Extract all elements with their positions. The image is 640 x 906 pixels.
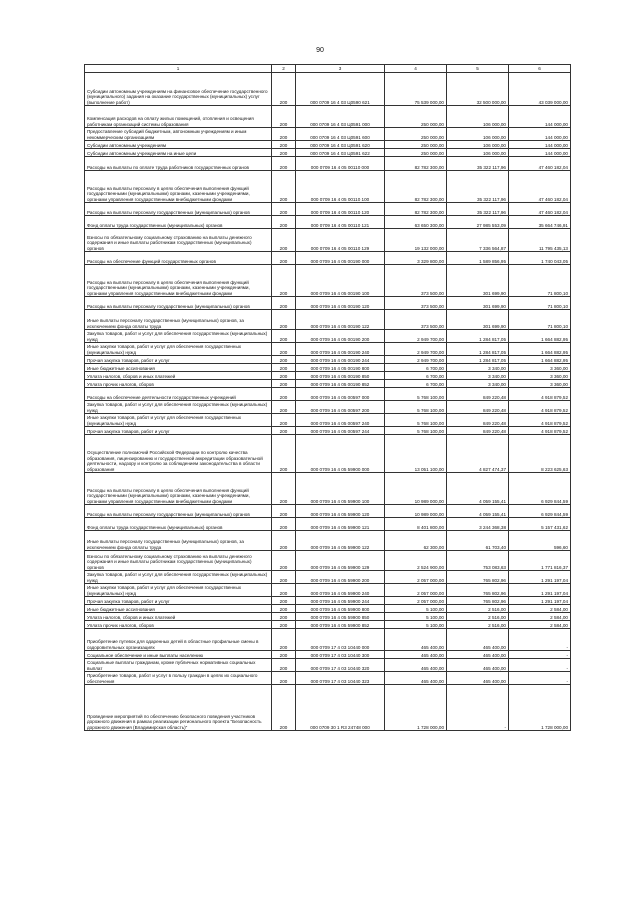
approved-amount: 6 700,00 [385,364,447,372]
unexecuted-amount: 35 664 746,91 [509,216,571,229]
unexecuted-amount: 2 584,00 [509,605,571,613]
line-item-name: Расходы на выплаты персоналу государственных (муниципальных) органов [85,505,272,518]
unexecuted-amount: 2 584,00 [509,621,571,629]
line-code-cell: 200 [272,427,296,435]
line-code-cell: 200 [272,128,296,141]
executed-amount: 765 802,96 [447,597,509,605]
unexecuted-amount: 144 000,00 [509,149,571,157]
approved-amount: 63 650 300,00 [385,216,447,229]
budget-classification-code: 000 0709 30 1 R3 24748 000 [296,685,385,731]
budget-classification-code: 000 0709 16 4 05 00110 129 [296,229,385,252]
table-row [85,672,571,685]
approved-amount: 250 000,00 [385,141,447,149]
budget-classification-code: 000 0709 16 4 05 59900 200 [296,571,385,584]
budget-classification-code: 000 0709 16 4 05 00190 100 [296,265,385,297]
unexecuted-amount: 144 000,00 [509,106,571,128]
executed-amount: 849 220,48 [447,401,509,414]
budget-classification-code: 000 0709 16 4 05 00110 100 [296,171,385,203]
table-row [85,401,571,414]
line-item-name: Расходы на выплаты персоналу в целях обеспечения выполнения функций государственными (муниципальными) органами, казенными учреждениями, органами управления государственными внебюджетными фондами [85,473,272,505]
executed-amount: 849 220,48 [447,414,509,427]
line-item-name: Фонд оплаты труда государственных (муниципальных) органов [85,518,272,531]
line-code-cell: 200 [272,252,296,265]
table-row [85,629,571,651]
budget-classification-code: 000 0709 16 4 05 00110 120 [296,203,385,216]
line-code-cell: 200 [272,414,296,427]
unexecuted-amount: - [509,672,571,685]
line-item-name: Расходы на выплаты по оплате труда работников государственных органов [85,157,272,171]
executed-amount: 849 220,48 [447,388,509,401]
budget-classification-code: 000 0709 16 4 03 Ц0590 621 [296,73,385,106]
approved-amount: 62 300,00 [385,531,447,551]
budget-classification-code: 000 0709 16 4 05 00190 244 [296,356,385,364]
unexecuted-amount: 47 460 182,04 [509,157,571,171]
approved-amount: 5 100,00 [385,613,447,621]
unexecuted-amount: 71 800,10 [509,265,571,297]
budget-classification-code: 000 0709 17 4 03 10440 300 [296,651,385,659]
table-row [85,364,571,372]
line-code-cell: 200 [272,356,296,364]
line-item-name: Взносы по обязательному социальному страхованию на выплаты денежного содержания и иные выплаты работникам государственных (муниципальных) органов [85,551,272,571]
table-row [85,388,571,401]
executed-amount: 106 000,00 [447,106,509,128]
unexecuted-amount: 1 740 043,05 [509,252,571,265]
line-item-name: Осуществление полномочий Российской Федерации по контролю качества образования, лицензированию и государственной аккредитации образовательной деятельности, надзору и контролю за соблюдением законодательства в области образования [85,435,272,473]
executed-amount: 849 220,48 [447,427,509,435]
executed-amount: 106 000,00 [447,141,509,149]
approved-amount: 373 500,00 [385,265,447,297]
budget-classification-code: 000 0709 16 4 05 59900 100 [296,473,385,505]
table-row [85,518,571,531]
executed-amount: 4 059 155,41 [447,505,509,518]
table-row [85,297,571,310]
unexecuted-amount: 4 918 879,52 [509,401,571,414]
line-item-name: Уплата налогов, сборов и иных платежей [85,613,272,621]
budget-classification-code: 000 0709 16 4 05 00190 240 [296,343,385,356]
line-code-cell: 200 [272,372,296,380]
budget-classification-code: 000 0709 16 4 05 00597 244 [296,427,385,435]
line-code-cell: 200 [272,229,296,252]
table-body [85,73,571,731]
line-code-cell: 200 [272,584,296,597]
header-cell: 1 [85,65,272,73]
line-item-name: Иные закупки товаров, работ и услуг для обеспечения государственных (муниципальных) нужд [85,414,272,427]
unexecuted-amount: 4 918 879,52 [509,414,571,427]
table-row [85,252,571,265]
line-item-name: Предоставление субсидий бюджетным, автономным учреждениям и иным некоммерческим организациям [85,128,272,141]
line-item-name: Иные закупки товаров, работ и услуг для обеспечения государственных (муниципальных) нужд [85,343,272,356]
line-item-name: Закупка товаров, работ и услуг для обеспечения государственных (муниципальных) нужд [85,401,272,414]
budget-classification-code: 000 0709 16 4 05 59900 000 [296,435,385,473]
approved-amount: 75 539 000,00 [385,73,447,106]
budget-classification-code: 000 0709 16 4 05 59900 850 [296,613,385,621]
approved-amount: 465 400,00 [385,629,447,651]
unexecuted-amount: 4 918 879,52 [509,427,571,435]
budget-classification-code: 000 0709 17 4 03 10440 000 [296,629,385,651]
executed-amount: 765 802,96 [447,571,509,584]
page-number: 90 [316,47,324,54]
executed-amount: 1 284 817,05 [447,343,509,356]
budget-classification-code: 000 0709 16 4 05 00110 121 [296,216,385,229]
line-item-name: Расходы на обеспечение функций государственных органов [85,252,272,265]
line-code-cell: 200 [272,203,296,216]
line-code-cell: 200 [272,672,296,685]
executed-amount: 3 340,00 [447,372,509,380]
executed-amount: 3 244 368,38 [447,518,509,531]
line-item-name: Расходы на обеспечение деятельности государственных учреждений [85,388,272,401]
line-item-name: Уплата налогов, сборов и иных платежей [85,372,272,380]
line-code-cell: 200 [272,597,296,605]
budget-table [84,64,571,731]
table-row [85,343,571,356]
table-row [85,149,571,157]
executed-amount: 106 000,00 [447,128,509,141]
approved-amount: 6 700,00 [385,372,447,380]
executed-amount: 2 516,00 [447,613,509,621]
line-code-cell: 200 [272,310,296,330]
approved-amount: 5 768 100,00 [385,401,447,414]
unexecuted-amount: 3 360,00 [509,380,571,388]
unexecuted-amount: 2 584,00 [509,613,571,621]
budget-classification-code: 000 0709 16 4 05 59900 120 [296,505,385,518]
unexecuted-amount: - [509,629,571,651]
line-code-cell: 200 [272,380,296,388]
executed-amount: 465 400,00 [447,659,509,672]
line-item-name: Приобретение путевок для одаренных детей в областные профильные смены в оздоровительных организациях [85,629,272,651]
line-code-cell: 200 [272,343,296,356]
budget-classification-code: 000 0709 16 4 05 00190 850 [296,372,385,380]
executed-amount: 7 336 564,87 [447,229,509,252]
line-code-cell: 200 [272,613,296,621]
table-row [85,330,571,343]
budget-classification-code: 000 0709 16 4 05 00597 200 [296,401,385,414]
budget-classification-code: 000 0709 17 4 03 10440 320 [296,659,385,672]
table-row [85,651,571,659]
table-row [85,380,571,388]
table-row [85,356,571,364]
approved-amount: 5 768 100,00 [385,427,447,435]
executed-amount: 35 322 117,96 [447,157,509,171]
line-code-cell: 200 [272,571,296,584]
line-item-name: Расходы на выплаты персоналу государственных (муниципальных) органов [85,203,272,216]
budget-classification-code: 000 0709 16 4 05 59900 852 [296,621,385,629]
approved-amount: 5 100,00 [385,605,447,613]
unexecuted-amount: 6 929 844,59 [509,505,571,518]
line-code-cell: 200 [272,531,296,551]
executed-amount: 35 322 117,96 [447,171,509,203]
approved-amount: 5 768 100,00 [385,414,447,427]
approved-amount: 2 949 700,00 [385,343,447,356]
unexecuted-amount: 6 929 844,59 [509,473,571,505]
approved-amount: 2 524 900,00 [385,551,447,571]
table-row [85,551,571,571]
approved-amount: 3 329 800,00 [385,252,447,265]
table-row [85,106,571,128]
budget-classification-code: 000 0709 16 4 03 Ц0591 000 [296,106,385,128]
table-row [85,265,571,297]
line-item-name: Субсидии автономным учреждениям на иные цели [85,149,272,157]
executed-amount: 465 400,00 [447,651,509,659]
unexecuted-amount: 47 460 182,04 [509,171,571,203]
line-item-name: Субсидии автономным учреждениям [85,141,272,149]
header-cell: 3 [296,65,385,73]
line-item-name: Субсидии автономным учреждениям на финансовое обеспечение государственного (муниципального) задания на оказание государственных (муниципальных) услуг (выполнение работ) [85,73,272,106]
line-code-cell: 200 [272,659,296,672]
table-row [85,216,571,229]
unexecuted-amount: - [509,651,571,659]
approved-amount: 465 400,00 [385,672,447,685]
unexecuted-amount: 144 000,00 [509,141,571,149]
budget-classification-code: 000 0709 16 4 03 Ц0591 600 [296,128,385,141]
approved-amount: 373 500,00 [385,297,447,310]
executed-amount: 4 059 155,41 [447,473,509,505]
approved-amount: 465 400,00 [385,651,447,659]
unexecuted-amount: 1 664 882,95 [509,330,571,343]
executed-amount: 465 400,00 [447,629,509,651]
line-item-name: Компенсация расходов на оплату жилых помещений, отопления и освещения работникам организаций системы образования [85,106,272,128]
table-row [85,171,571,203]
executed-amount: 35 322 117,96 [447,203,509,216]
table-row [85,605,571,613]
line-code-cell: 200 [272,149,296,157]
approved-amount: 5 100,00 [385,621,447,629]
table-row [85,229,571,252]
executed-amount: 1 284 817,05 [447,356,509,364]
executed-amount: 301 699,90 [447,297,509,310]
unexecuted-amount: 3 360,00 [509,364,571,372]
unexecuted-amount: 71 800,10 [509,310,571,330]
budget-classification-code: 000 0709 16 4 05 00190 000 [296,252,385,265]
approved-amount: 10 989 000,00 [385,473,447,505]
table-header-row [85,65,571,73]
header-cell: 4 [385,65,447,73]
line-item-name: Прочая закупка товаров, работ и услуг [85,597,272,605]
unexecuted-amount: 8 223 625,63 [509,435,571,473]
line-code-cell: 200 [272,629,296,651]
line-code-cell: 200 [272,297,296,310]
approved-amount: 82 782 300,00 [385,171,447,203]
approved-amount: 6 700,00 [385,380,447,388]
table-row [85,141,571,149]
budget-classification-code: 000 0709 16 4 05 00190 200 [296,330,385,343]
executed-amount: 465 400,00 [447,672,509,685]
header-cell: 2 [272,65,296,73]
executed-amount: 301 699,90 [447,310,509,330]
budget-classification-code: 000 0709 16 4 05 00190 800 [296,364,385,372]
executed-amount: - [447,685,509,731]
table-row [85,435,571,473]
line-item-name: Расходы на выплаты персоналу государственных (муниципальных) органов [85,297,272,310]
line-item-name: Иные выплаты персоналу государственных (муниципальных) органов, за исключением фонда оплаты труда [85,531,272,551]
unexecuted-amount: 1 664 882,95 [509,356,571,364]
unexecuted-amount: 47 460 182,04 [509,203,571,216]
approved-amount: 8 401 800,00 [385,518,447,531]
line-code-cell: 200 [272,621,296,629]
line-item-name: Иные бюджетные ассигнования [85,605,272,613]
budget-classification-code: 000 0709 16 4 05 00597 240 [296,414,385,427]
approved-amount: 2 949 700,00 [385,356,447,364]
unexecuted-amount: 144 000,00 [509,128,571,141]
approved-amount: 2 949 700,00 [385,330,447,343]
budget-classification-code: 000 0709 16 4 05 59900 121 [296,518,385,531]
approved-amount: 82 782 300,00 [385,157,447,171]
line-code-cell: 200 [272,473,296,505]
table-row [85,310,571,330]
executed-amount: 753 083,63 [447,551,509,571]
executed-amount: 2 516,00 [447,621,509,629]
unexecuted-amount: - [509,659,571,672]
unexecuted-amount: 1 771 816,37 [509,551,571,571]
line-code-cell: 200 [272,364,296,372]
line-item-name: Расходы на выплаты персоналу в целях обеспечения выполнения функций государственными (муниципальными) органами, казенными учреждениями, органами управления государственными внебюджетными фондами [85,265,272,297]
approved-amount: 2 057 000,00 [385,597,447,605]
line-code-cell: 200 [272,401,296,414]
budget-classification-code: 000 0709 16 4 05 00190 122 [296,310,385,330]
budget-classification-code: 000 0709 16 4 03 Ц0591 620 [296,141,385,149]
line-item-name: Иные бюджетные ассигнования [85,364,272,372]
table-row [85,427,571,435]
budget-classification-code: 000 0709 16 4 03 Ц0591 622 [296,149,385,157]
approved-amount: 465 400,00 [385,659,447,672]
executed-amount: 1 589 856,95 [447,252,509,265]
unexecuted-amount: 11 795 435,13 [509,229,571,252]
line-code-cell: 200 [272,171,296,203]
approved-amount: 82 782 300,00 [385,203,447,216]
line-code-cell: 200 [272,265,296,297]
budget-classification-code: 000 0709 16 4 05 00597 000 [296,388,385,401]
line-code-cell: 200 [272,651,296,659]
unexecuted-amount: 1 291 197,04 [509,584,571,597]
table-row [85,128,571,141]
line-item-name: Социальное обеспечение и иные выплаты населению [85,651,272,659]
approved-amount: 10 989 000,00 [385,505,447,518]
table-row [85,203,571,216]
executed-amount: 301 699,90 [447,265,509,297]
line-item-name: Прочая закупка товаров, работ и услуг [85,427,272,435]
approved-amount: 1 728 000,00 [385,685,447,731]
executed-amount: 1 284 817,05 [447,330,509,343]
unexecuted-amount: 1 291 197,04 [509,571,571,584]
table-row [85,505,571,518]
approved-amount: 373 500,00 [385,310,447,330]
table-row [85,597,571,605]
approved-amount: 13 051 100,00 [385,435,447,473]
table-row [85,571,571,584]
approved-amount: 2 057 000,00 [385,584,447,597]
approved-amount: 19 132 000,00 [385,229,447,252]
line-item-name: Иные закупки товаров, работ и услуг для обеспечения государственных (муниципальных) нужд [85,584,272,597]
line-code-cell: 200 [272,106,296,128]
budget-classification-code: 000 0709 16 4 05 59900 800 [296,605,385,613]
unexecuted-amount: 71 800,10 [509,297,571,310]
unexecuted-amount: 1 664 882,95 [509,343,571,356]
executed-amount: 3 340,00 [447,364,509,372]
approved-amount: 2 057 000,00 [385,571,447,584]
unexecuted-amount: 1 291 197,04 [509,597,571,605]
budget-classification-code: 000 0709 16 4 05 59900 129 [296,551,385,571]
approved-amount: 250 000,00 [385,149,447,157]
table-row [85,659,571,672]
budget-classification-code: 000 0709 16 4 05 00110 000 [296,157,385,171]
table-row [85,473,571,505]
line-code-cell: 200 [272,605,296,613]
table-row [85,372,571,380]
line-code-cell: 200 [272,518,296,531]
line-item-name: Закупка товаров, работ и услуг для обеспечения государственных (муниципальных) нужд [85,571,272,584]
line-item-name: Взносы по обязательному социальному страхованию на выплаты денежного содержания и иные выплаты работникам государственных (муниципальных) органов [85,229,272,252]
line-code-cell: 200 [272,330,296,343]
line-item-name: Закупка товаров, работ и услуг для обеспечения государственных (муниципальных) нужд [85,330,272,343]
line-item-name: Социальные выплаты гражданам, кроме публичных нормативных социальных выплат [85,659,272,672]
unexecuted-amount: 1 728 000,00 [509,685,571,731]
executed-amount: 2 516,00 [447,605,509,613]
executed-amount: 27 985 553,09 [447,216,509,229]
line-code-cell: 200 [272,73,296,106]
executed-amount: 3 340,00 [447,380,509,388]
line-code-cell: 200 [272,551,296,571]
table-row [85,621,571,629]
budget-classification-code: 000 0709 17 4 03 10440 323 [296,672,385,685]
line-code-cell: 200 [272,685,296,731]
line-item-name: Уплата прочих налогов, сборов [85,380,272,388]
table-row [85,584,571,597]
executed-amount: 106 000,00 [447,149,509,157]
line-item-name: Иные выплаты персоналу государственных (муниципальных) органов, за исключением фонда оплаты труда [85,310,272,330]
unexecuted-amount: 43 039 000,00 [509,73,571,106]
table-row [85,685,571,731]
table-row [85,157,571,171]
line-item-name: Приобретение товаров, работ и услуг в пользу граждан в целях их социального обеспечения [85,672,272,685]
line-code-cell: 200 [272,157,296,171]
unexecuted-amount: 4 918 879,52 [509,388,571,401]
approved-amount: 250 000,00 [385,106,447,128]
approved-amount: 5 768 100,00 [385,388,447,401]
executed-amount: 4 827 474,37 [447,435,509,473]
line-item-name: Прочая закупка товаров, работ и услуг [85,356,272,364]
executed-amount: 32 500 000,00 [447,73,509,106]
line-item-name: Фонд оплаты труда государственных (муниципальных) органов [85,216,272,229]
line-item-name: Уплата прочих налогов, сборов [85,621,272,629]
budget-classification-code: 000 0709 16 4 05 59900 244 [296,597,385,605]
executed-amount: 61 703,40 [447,531,509,551]
table-row [85,531,571,551]
budget-classification-code: 000 0709 16 4 05 00190 852 [296,380,385,388]
table-row [85,414,571,427]
line-item-name: Проведение мероприятий по обеспечению безопасного поведения участников дорожного движения в рамках реализации регионального проекта "Безопасность дорожного движения (Владимирская область)" [85,685,272,731]
header-cell: 6 [509,65,571,73]
header-cell: 5 [447,65,509,73]
budget-classification-code: 000 0709 16 4 05 59900 240 [296,584,385,597]
line-code-cell: 200 [272,388,296,401]
approved-amount: 250 000,00 [385,128,447,141]
budget-classification-code: 000 0709 16 4 05 00190 120 [296,297,385,310]
line-code-cell: 200 [272,505,296,518]
executed-amount: 765 802,96 [447,584,509,597]
line-code-cell: 200 [272,216,296,229]
line-code-cell: 200 [272,435,296,473]
table-row [85,73,571,106]
unexecuted-amount: 5 157 431,62 [509,518,571,531]
table-row [85,613,571,621]
line-item-name: Расходы на выплаты персоналу в целях обеспечения выполнения функций государственными (муниципальными) органами, казенными учреждениями, органами управления государственными внебюджетными фондами [85,171,272,203]
line-code-cell: 200 [272,141,296,149]
budget-classification-code: 000 0709 16 4 05 59900 122 [296,531,385,551]
unexecuted-amount: 3 360,00 [509,372,571,380]
unexecuted-amount: 596,60 [509,531,571,551]
